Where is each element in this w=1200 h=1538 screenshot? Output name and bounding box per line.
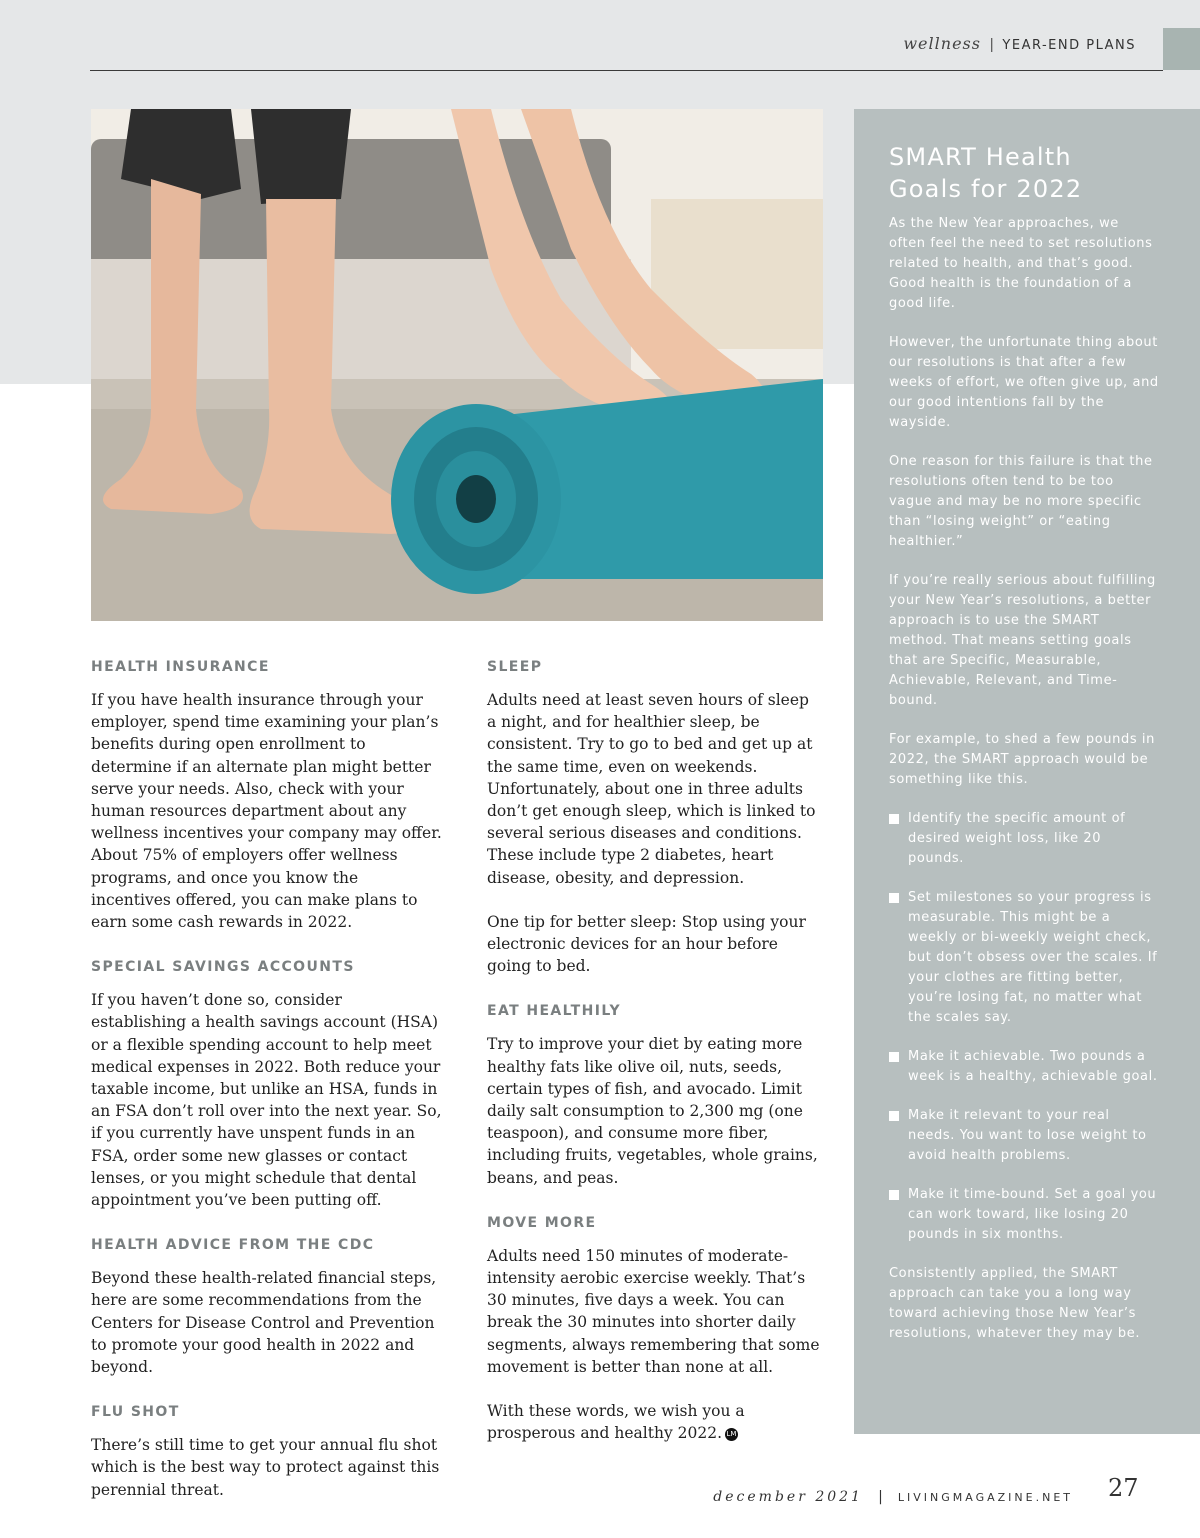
smart-list bbox=[889, 809, 1160, 1245]
section-body: If you haven’t done so, consider establishing a health savings account (HSA) or a flexible spending account to help meet medical expenses in 2022. Both reduce your taxable income, but unlike an HSA, funds in an FSA don’t roll over into the next year. So, if you currently have unspent funds in an FSA, order some new glasses or contact lenses, or you might schedule that dental appointment you’ve been putting off. bbox=[91, 991, 442, 1210]
header-title: YEAR-END PLANS bbox=[1002, 38, 1136, 53]
section-body: If you have health insurance through your employer, spend time examining your plan’s benefits during open enrollment to determine if an alternate plan might better serve your needs. Also, check with your human resources department about any wellness incentives your company may offer. About 75% of employers offer wellness programs, and once you know the incentives offered, you can make plans to earn some cash rewards in 2022. bbox=[91, 691, 442, 932]
page-footer bbox=[713, 1486, 1073, 1505]
list-item-text: Make it achievable. Two pounds a week is a healthy, achievable goal. bbox=[908, 1049, 1158, 1084]
sidebar-paragraph: As the New Year approaches, we often feel the need to set resolutions related to health, and that’s good. Good health is the foundation of a good life. bbox=[889, 216, 1153, 311]
section-body: Beyond these health-related financial steps, here are some recommendations from the Centers for Disease Control and Prevention to promote your good health in 2022 and beyond. bbox=[91, 1269, 437, 1377]
section-body: There’s still time to get your annual flu shot which is the best way to protect against this perennial threat. bbox=[91, 1436, 440, 1499]
list-item bbox=[889, 888, 1160, 1028]
square-bullet-icon bbox=[889, 893, 899, 903]
sidebar-paragraph: One reason for this failure is that the resolutions often tend to be too vague and may be no more specific than “losing weight” or “eating healthier.” bbox=[889, 454, 1153, 549]
section-heading: MOVE MORE bbox=[487, 1214, 597, 1231]
closing-text: With these words, we wish you a prosperous and healthy 2022. bbox=[487, 1402, 745, 1443]
footer-issue-date: december 2021 bbox=[713, 1489, 863, 1505]
footer-website: LIVINGMAGAZINE.NET bbox=[897, 1491, 1073, 1504]
square-bullet-icon bbox=[889, 1190, 899, 1200]
sidebar-paragraph: However, the unfortunate thing about our resolutions is that after a few weeks of effort, we often give up, and our good intentions fall by the wayside. bbox=[889, 335, 1159, 430]
list-item bbox=[889, 809, 1160, 869]
page-number: 27 bbox=[1108, 1474, 1139, 1502]
header-rule bbox=[90, 70, 1163, 71]
list-item-text: Set milestones so your progress is measurable. This might be a weekly or bi-weekly weight check, but don’t obsess over the scales. If your clothes are fitting better, you’re losing fat, no matter what the scales say. bbox=[908, 890, 1158, 1025]
sidebar-paragraph: For example, to shed a few pounds in 2022, the SMART approach would be something like this. bbox=[889, 732, 1155, 787]
header-tab bbox=[1163, 28, 1200, 70]
sidebar-closing: Consistently applied, the SMART approach can take you a long way toward achieving those New Year’s resolutions, whatever they may be. bbox=[889, 1266, 1141, 1341]
sidebar-title: SMART Health Goals for 2022 bbox=[889, 143, 1083, 203]
header-section: wellness bbox=[903, 34, 981, 53]
footer-separator: | bbox=[878, 1489, 883, 1505]
section-heading: HEALTH ADVICE FROM THE CDC bbox=[91, 1237, 375, 1254]
smart-goals-sidebar bbox=[854, 109, 1200, 1434]
list-item bbox=[889, 1106, 1160, 1166]
section-body: Try to improve your diet by eating more healthy fats like olive oil, nuts, seeds, certain types of fish, and avocado. Limit daily salt consumption to 2,300 mg (one teaspoon), and consume more fiber, including fruits, vegetables, whole grains, beans, and peas. bbox=[487, 1035, 818, 1187]
section-heading: SPECIAL SAVINGS ACCOUNTS bbox=[91, 959, 355, 976]
section-heading: EAT HEALTHILY bbox=[487, 1003, 622, 1020]
list-item bbox=[889, 1047, 1160, 1087]
list-item-text: Identify the specific amount of desired weight loss, like 20 pounds. bbox=[908, 811, 1126, 866]
left-column bbox=[91, 655, 442, 1523]
end-mark-icon: LM bbox=[725, 1428, 738, 1441]
section-heading: SLEEP bbox=[487, 659, 543, 675]
square-bullet-icon bbox=[889, 1111, 899, 1121]
section-body: Adults need at least seven hours of sleep a night, and for healthier sleep, be consistent. Try to go to bed and get up at the same time, even on weekends. Unfortunately, about one in three adults don’t get enough sleep, which is linked to several serious diseases and conditions. These include type 2 diabetes, heart disease, obesity, and depression. bbox=[487, 691, 816, 887]
list-item-text: Make it time-bound. Set a goal you can work toward, like losing 20 pounds in six months. bbox=[908, 1187, 1157, 1242]
yoga-mat-photo bbox=[91, 109, 823, 621]
square-bullet-icon bbox=[889, 814, 899, 824]
section-heading: HEALTH INSURANCE bbox=[91, 659, 270, 675]
list-item-text: Make it relevant to your real needs. You want to lose weight to avoid health problems. bbox=[908, 1108, 1147, 1163]
sidebar-paragraph: If you’re really serious about fulfilling your New Year’s resolutions, a better approach is to use the SMART method. That means setting goals that are Specific, Measurable, Achievable, Relevant, and Time-bound. bbox=[889, 573, 1156, 708]
right-column bbox=[487, 655, 823, 1466]
list-item bbox=[889, 1185, 1160, 1245]
closing-paragraph bbox=[487, 1400, 823, 1444]
section-heading: FLU SHOT bbox=[91, 1404, 180, 1421]
section-body: One tip for better sleep: Stop using your electronic devices for an hour before going to bed. bbox=[487, 912, 806, 976]
header-separator: | bbox=[989, 36, 994, 53]
square-bullet-icon bbox=[889, 1052, 899, 1062]
running-header bbox=[903, 34, 1136, 53]
section-body: Adults need 150 minutes of moderate-intensity aerobic exercise weekly. That’s 30 minutes, five days a week. You can break the 30 minutes into shorter daily segments, always remembering that some movement is better than none at all. bbox=[487, 1246, 820, 1376]
